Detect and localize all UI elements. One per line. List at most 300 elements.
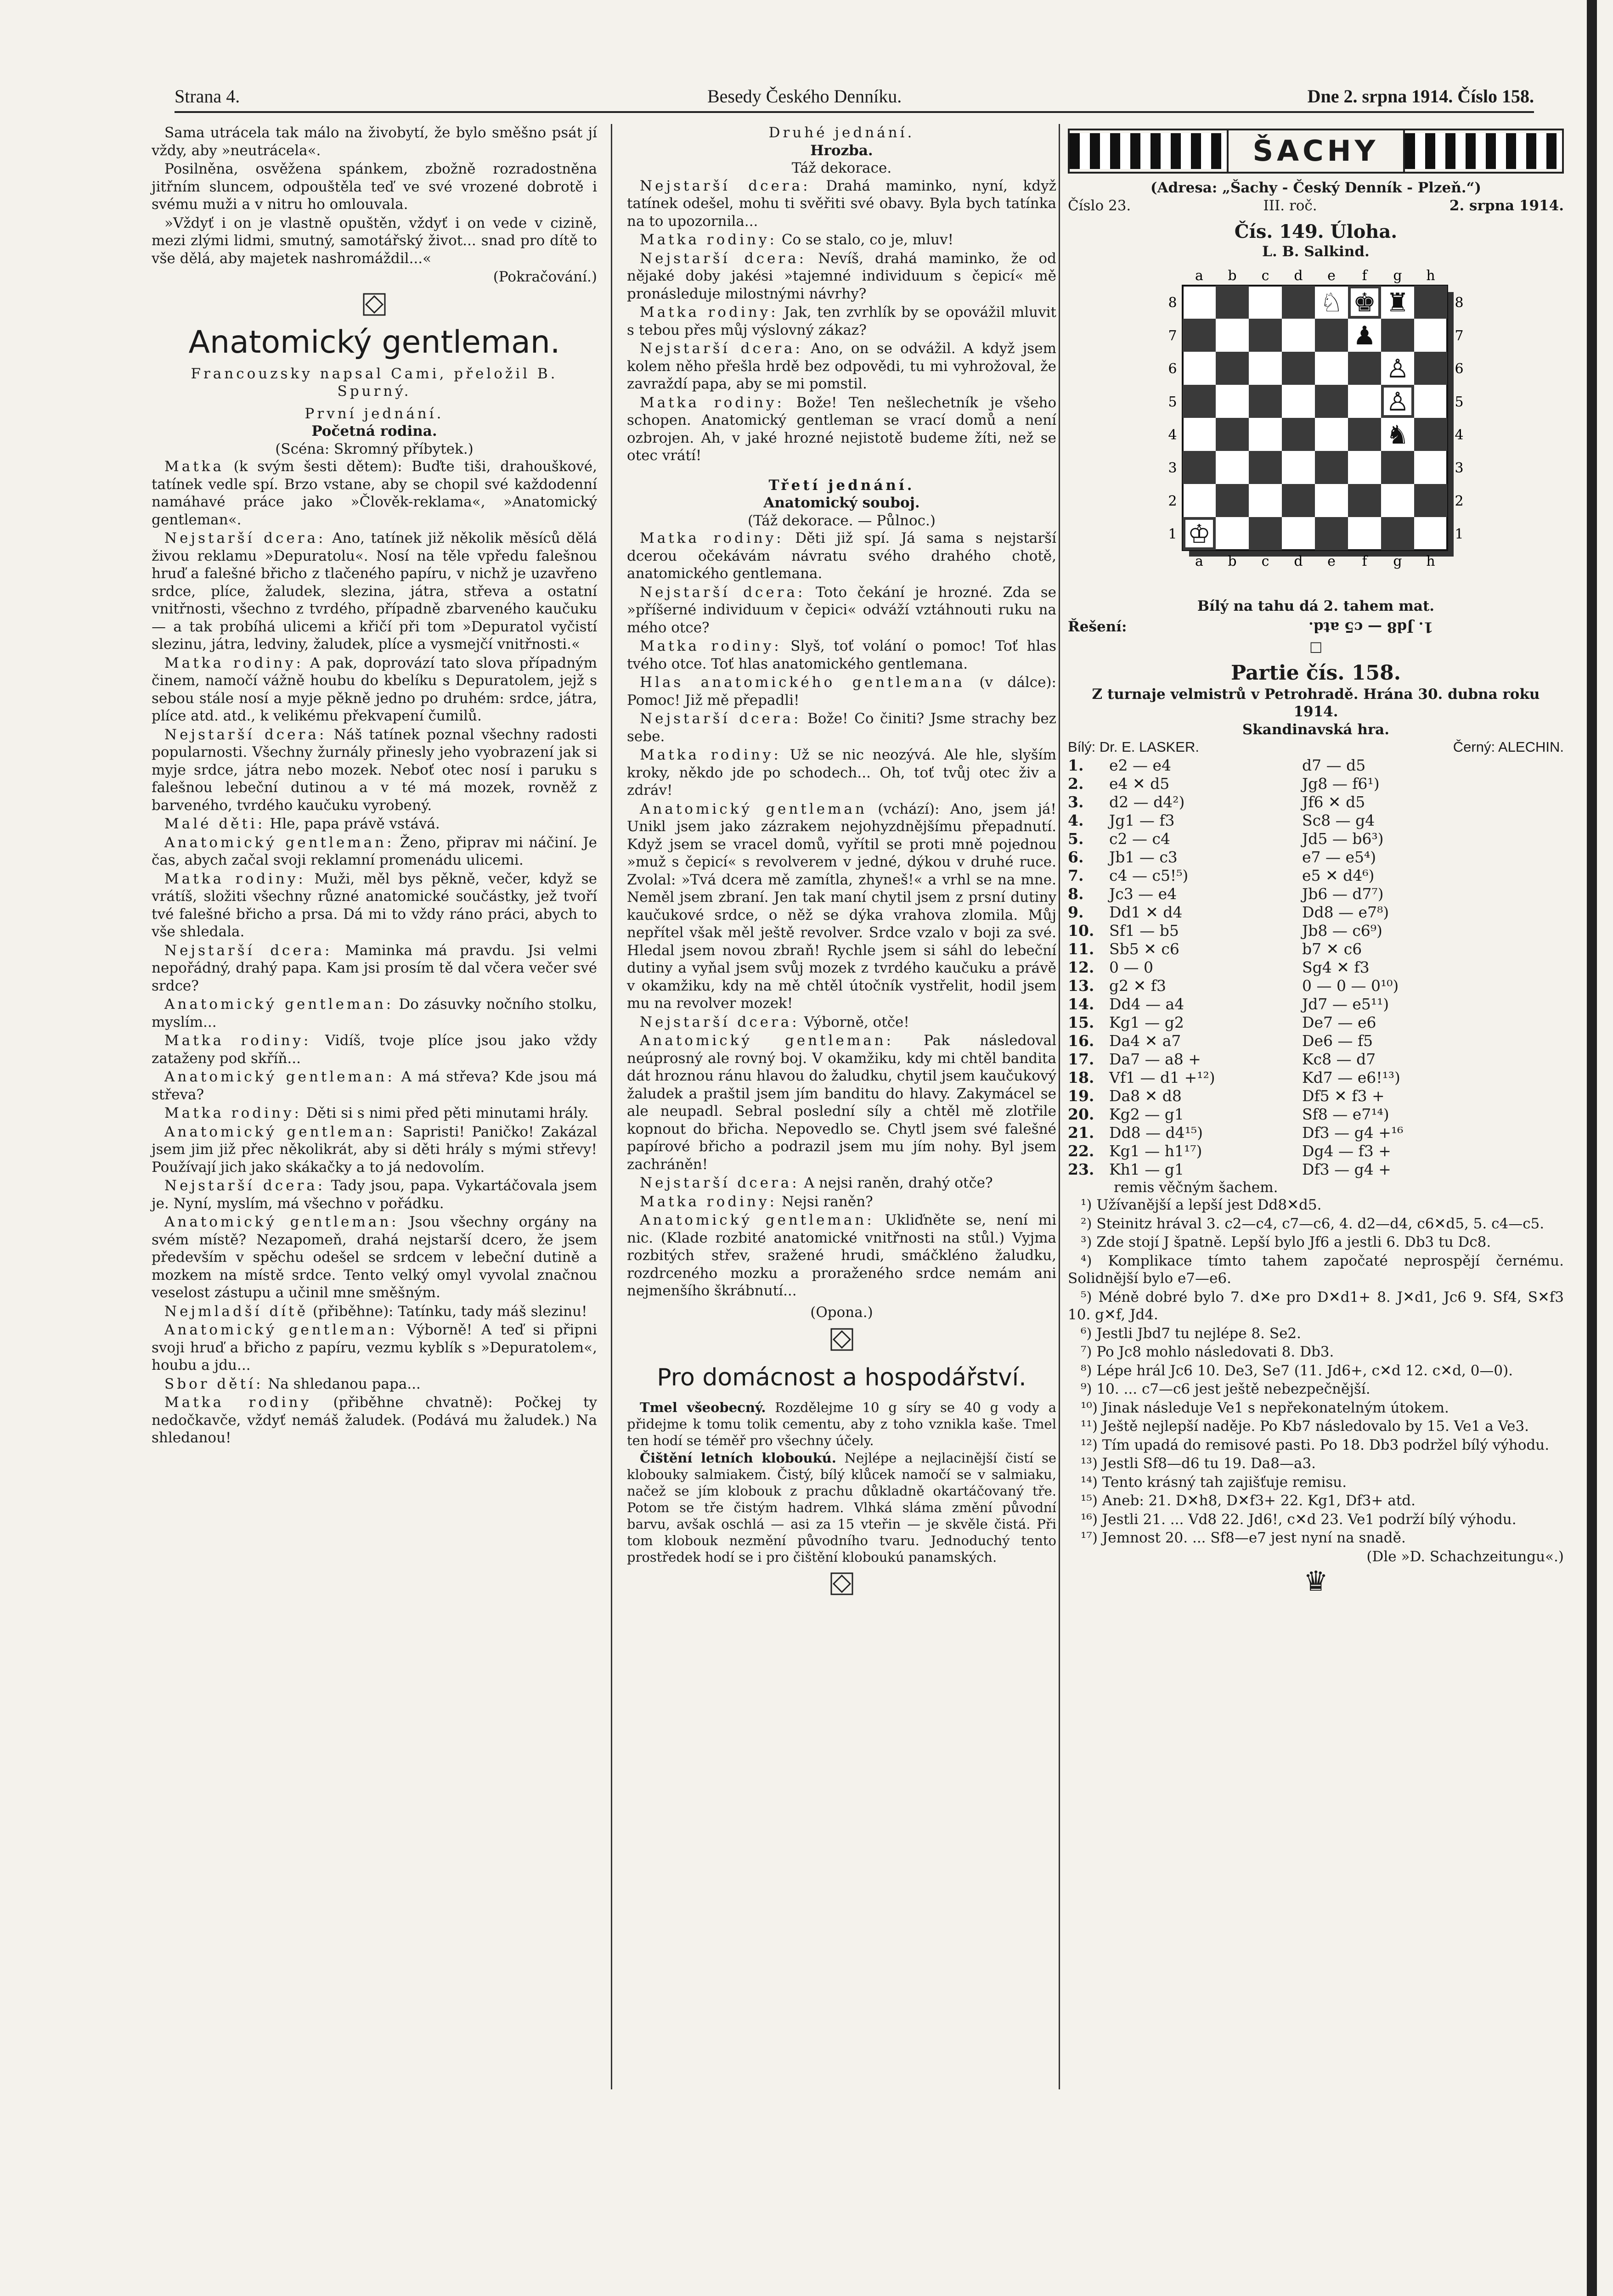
household-tip <box>627 1399 1056 1449</box>
game-note: ⁹) 10. ... c7—c6 jest ještě nebezpečnější. <box>1081 1381 1370 1397</box>
dark-square <box>1216 484 1249 517</box>
speaker: Matka rodiny: <box>640 231 777 248</box>
rank-label: 7 <box>1168 327 1177 344</box>
speaker: Matka rodiny: <box>640 304 778 321</box>
speech: Náš tatínek poznal všechny radosti popularnosti. Všechny žurnály přinesly jeho vyobrazení jak si myje srdce, játra nebo mozek. Neboť otec nosí i paruku s falešnou lebeční dutinou a v té má mozek, rovněž z barveného, tvrdého kaučuku vyrobený. <box>152 726 597 814</box>
page-header <box>175 84 1534 113</box>
speech: Hle, papa právě vstává. <box>265 816 440 832</box>
white-move: Kg1 — h1¹⁷) <box>1109 1142 1202 1160</box>
speech: Bože! Co činiti? Jsme strachy bez sebe. <box>627 710 1056 745</box>
act-heading: Třetí jednání. <box>768 477 915 494</box>
file-label: e <box>1327 553 1336 569</box>
dark-square <box>1249 385 1282 418</box>
black-move: e7 — e5⁴) <box>1302 848 1376 866</box>
black-move: d7 — d5 <box>1302 756 1366 774</box>
black-move: 0 — 0 — 0¹⁰) <box>1302 976 1399 995</box>
black-move: Jd5 — b6³) <box>1302 829 1384 848</box>
tip-text: Rozdělejme 10 g síry se 40 g vody a přidejme k tomu tolik cementu, aby z toho vznikla kaše. Tmel ten hodí se téměř pro všechny účely. <box>627 1400 1057 1448</box>
speaker: Anatomický gentleman: <box>164 1123 396 1140</box>
black-move: Dg4 — f3 + <box>1302 1142 1391 1160</box>
move-row <box>1068 830 1564 848</box>
solution-label: Řešení: <box>1068 618 1127 635</box>
file-label: e <box>1327 267 1336 284</box>
problem-title: Čís. 149. Úloha. <box>1234 221 1398 242</box>
game-source: (Dle »D. Schachzeitungu«.) <box>1366 1548 1564 1565</box>
move-number: 4. <box>1068 811 1084 829</box>
move-number: 23. <box>1068 1160 1094 1178</box>
speaker: Nejmladší dítě <box>164 1303 308 1320</box>
dark-square <box>1414 352 1447 385</box>
speaker: Anatomický gentleman: <box>164 1322 398 1338</box>
file-label: a <box>1195 267 1203 284</box>
white-move: Da8 ✕ d8 <box>1109 1086 1182 1105</box>
rank-label: 4 <box>1455 427 1464 443</box>
chess-issue-number: Číslo 23. <box>1068 197 1131 214</box>
dialogue-line <box>152 870 597 941</box>
checker-strip <box>1070 133 1227 169</box>
black-move: Dd8 — e7⁸) <box>1302 903 1389 921</box>
game-note: ¹⁴) Tento krásný tah zajišťuje remisu. <box>1081 1474 1347 1491</box>
game-note: ¹²) Tím upadá do remisové pasti. Po 18. Db3 podržel bílý výhodu. <box>1081 1436 1550 1453</box>
dark-square <box>1381 517 1414 550</box>
act-heading: Druhé jednání. <box>768 124 915 141</box>
dark-square <box>1348 352 1381 385</box>
speech: Výborně, otče! <box>799 1013 909 1030</box>
speech: (přiběhne): Tatínku, tady máš slezinu! <box>308 1303 587 1320</box>
speaker: Matka rodiny: <box>164 1105 302 1121</box>
move-row <box>1068 1160 1564 1179</box>
household-title: Pro domácnost a hospodářství. <box>657 1364 1026 1391</box>
rank-label: 5 <box>1455 394 1464 410</box>
speaker: Anatomický gentleman: <box>164 1069 395 1085</box>
file-label: f <box>1362 267 1367 284</box>
dialogue-line <box>152 529 597 653</box>
black-move: De7 — e6 <box>1302 1013 1376 1031</box>
game-notes <box>1068 1196 1564 1547</box>
game-note: ⁶) Jestli Jbd7 tu nejlépe 8. Se2. <box>1081 1325 1301 1342</box>
file-label: g <box>1393 553 1402 569</box>
act-subheading: Anatomický souboj. <box>763 495 920 511</box>
file-label: b <box>1228 553 1237 569</box>
black-player: Černý: ALECHIN. <box>1453 739 1564 755</box>
move-row <box>1068 1105 1564 1124</box>
move-table <box>1068 756 1564 1179</box>
file-label: h <box>1426 267 1435 284</box>
speech: Slyš, toť volání o pomoc! Toť hlas tvého otce. Toť hlas anatomického gentlemana. <box>627 638 1056 672</box>
black-move: Jf6 ✕ d5 <box>1302 793 1365 811</box>
move-number: 14. <box>1068 995 1094 1013</box>
speech: Pak následoval neúprosný ale rovný boj. V okamžiku, kdy mi chtěl bandita dát hroznou ránu hlavou do žaludku, chytil jsem kaučukový žaludek a praštil jsem jím banditu do hlavy. Zakymácel se ale neupadl. Sebral poslední síly a chtěl mě zlotřile kopnout do břicha. Nepovedlo se. Chytl jsem své falešné papírové břicho a podrazil jsem mu jím nohy. Byl jsem zachráněn! <box>627 1032 1056 1173</box>
solution-upside-down: 1. Jd8 — c5 atd. <box>1308 619 1433 635</box>
move-row <box>1068 848 1564 867</box>
speech: Ženo, připrav mi náčiní. Je čas, abych začal svoji reklamní promenádu ulicemi. <box>152 834 597 868</box>
rank-label: 3 <box>1168 460 1177 476</box>
white-move: Sb5 ✕ c6 <box>1109 940 1179 958</box>
speech: Sapristi! Paničko! Zakázal jsem jim již přec několikrát, aby si děti hrály s mými střevy! Používají jich jako skákačky a to já nedovolím. <box>152 1123 597 1176</box>
move-row <box>1068 1050 1564 1069</box>
speaker: Nejstarší dcera: <box>640 1013 800 1030</box>
game-note: ¹⁵) Aneb: 21. D✕h8, D✕f3+ 22. Kg1, Df3+ atd. <box>1081 1492 1416 1509</box>
chess-piece-icon: ♙ <box>1386 387 1410 417</box>
move-number: 20. <box>1068 1105 1094 1123</box>
move-number: 17. <box>1068 1050 1094 1068</box>
rank-label: 8 <box>1168 294 1177 311</box>
chess-piece-icon: ♟ <box>1353 321 1376 351</box>
dialogue-line <box>152 1068 597 1103</box>
game-note: ¹⁶) Jestli 21. ... Vd8 22. Jd6!, c✕d 23. Ve1 podrží bílý výhodu. <box>1081 1511 1517 1528</box>
speech: (vchází): Ano, jsem já! Unikl jsem jako zázrakem nejohyzdnějšímu přepadnutí. Když jsem se vracel domů, vyřítil se proti mně pojednou »muž s čepicí« s revolverem v jedné, dýkou v druhé ruce. Zvolal: »Tvá dcera mě zamítla, zhyneš!« a vrhl se na mne. Neměl jsem zbraní. Jen tak maní chytil jsem z prsní dutiny kaučukové srdce, o něž se dýka vrahova zlomila. Můj nepřítel však měl ještě revolver. Srdce vzalo v boji za své. Hledal jsem novou zbraň! Rychle jsem si sáhl do lebeční dutiny a vyňal jsem svůj mozek z tvrdého kaučuku a právě v okamžiku, kdy na mě chtěl útočník vystřelit, hodil jsem mu na revolver mozek! <box>627 800 1056 1012</box>
dialogue-line <box>152 1394 597 1447</box>
dark-square <box>1282 286 1315 319</box>
dark-square <box>1249 319 1282 352</box>
household-tips <box>627 1399 1056 1565</box>
dialogue-line <box>627 674 1056 709</box>
dialogue-line <box>627 1193 1056 1211</box>
page-number: Strana 4. <box>175 86 240 107</box>
dark-square <box>1282 418 1315 451</box>
scene-note: (Táž dekorace. — Půlnoc.) <box>748 512 936 529</box>
scene-note: (Scéna: Skromný příbytek.) <box>275 440 474 457</box>
scene-note: Táž dekorace. <box>791 160 892 176</box>
move-number: 1. <box>1068 756 1084 774</box>
move-row <box>1068 1032 1564 1050</box>
black-move: Jg8 — f6¹) <box>1302 774 1380 793</box>
dialogue-line <box>627 340 1056 393</box>
continued-note: (Pokračování.) <box>493 269 597 285</box>
speaker: Anatomický gentleman <box>640 800 867 817</box>
dialogue <box>627 177 1056 465</box>
dialogue-line <box>152 996 597 1031</box>
chess-piece-icon: ♙ <box>1386 354 1410 384</box>
chess-piece-icon: ♚ <box>1353 287 1376 318</box>
speaker: Matka rodiny: <box>640 747 781 763</box>
speech: Nejsi raněn? <box>777 1193 873 1210</box>
column-2 <box>627 124 1056 1602</box>
game-note: ¹) Užívanější a lepší jest Dd8✕d5. <box>1081 1197 1322 1213</box>
move-number: 19. <box>1068 1086 1094 1105</box>
chess-address: (Adresa: „Šachy - Český Denník - Plzeň.“) <box>1150 180 1482 196</box>
game-result: remis věčným šachem. <box>1114 1179 1278 1196</box>
chess-diagram <box>1155 263 1477 598</box>
speaker: Nejstarší dcera: <box>164 726 327 743</box>
white-move: Dd1 ✕ d4 <box>1109 903 1183 921</box>
white-move: c2 — c4 <box>1109 829 1170 848</box>
dialogue-line <box>627 1211 1056 1300</box>
ornament-icon <box>830 1328 854 1351</box>
problem-author: L. B. Salkind. <box>1262 243 1370 260</box>
move-row <box>1068 1069 1564 1087</box>
chess-piece-icon: ♜ <box>1386 287 1410 318</box>
move-row <box>1068 995 1564 1013</box>
story-title: Anatomický gentleman. <box>188 324 560 360</box>
speech: Jsou všechny orgány na svém místě? Nezapomeň, drahá nejstarší dcero, že jsem především v spěchu odešel se srdcem v lebeční dutině a mozkem na místě srdce. Tento velký omyl vyvolal značnou veselost zástupu a učinil mne směšným. <box>152 1214 597 1301</box>
speaker: Matka <box>164 458 224 475</box>
file-label: c <box>1261 553 1269 569</box>
black-move: Sf8 — e7¹⁴) <box>1302 1105 1389 1123</box>
speech: Tady jsou, papa. Vykartáčovala jsem je. Nyní, myslím, má všechno v pořádku. <box>152 1177 597 1212</box>
white-move: Vf1 — d1 +¹²) <box>1109 1068 1215 1086</box>
rank-label: 8 <box>1455 294 1464 311</box>
dialogue-line <box>627 1013 1056 1031</box>
game-note: ¹³) Jestli Sf8—d6 tu 19. Da8—a3. <box>1081 1455 1316 1472</box>
game-note: ⁴) Komplikace tímto tahem započaté neprospějí černému. Solidnější bylo e7—e6. <box>1068 1252 1564 1287</box>
speaker: Nejstarší dcera: <box>164 942 333 959</box>
white-move: e4 ✕ d5 <box>1109 774 1170 793</box>
move-row <box>1068 977 1564 995</box>
ornament-icon <box>830 1572 854 1596</box>
speaker: Nejstarší dcera: <box>640 584 806 601</box>
rank-label: 6 <box>1168 360 1177 377</box>
speaker: Matka rodiny: <box>164 654 304 671</box>
speech: (přiběhne chvatně): Počkej ty nedočkavče, vždyť nemáš žaludek. (Podává mu žaludek.) Na shledanou! <box>152 1394 597 1446</box>
speech: A nejsi raněn, drahý otče? <box>799 1175 993 1191</box>
speaker: Anatomický gentleman: <box>640 1212 874 1228</box>
speech: Bože! Ten nešlechetník je všeho schopen. Anatomický gentleman se vrací domů a není ozbrojen. Ah, v jaké hrozné nejistotě budeme žíti, než se otec vrátí! <box>627 394 1057 464</box>
speech: Ano, on se odvážil. A když jsem kolem něho přešla hrdě bez odpovědi, tu mi vyhrožoval, že zavraždí papa, aby se mi pomstil. <box>627 340 1056 392</box>
dialogue-line <box>627 250 1056 303</box>
rank-label: 1 <box>1455 526 1464 542</box>
paragraph: Posilněna, osvěžena spánkem, zbožně rozradostněna jitřním sluncem, odpouštěla teď ve své vrozené dobrotě i svému muži a v nitru ho omlouvala. <box>152 161 597 213</box>
dialogue-line <box>152 726 597 815</box>
rank-label: 2 <box>1455 493 1464 509</box>
move-number: 5. <box>1068 829 1084 848</box>
dark-square <box>1216 286 1249 319</box>
chess-piece-icon: ♔ <box>1187 519 1211 549</box>
dialogue-line <box>152 654 597 725</box>
move-number: 12. <box>1068 958 1094 976</box>
opening-name: Skandinavská hra. <box>1242 721 1390 738</box>
dialogue-line <box>152 1032 597 1067</box>
speaker: Nejstarší dcera: <box>164 1177 326 1194</box>
speaker: Matka rodiny: <box>640 394 784 411</box>
dialogue-line <box>627 710 1056 745</box>
chess-issue-date: 2. srpna 1914. <box>1449 197 1564 214</box>
move-number: 15. <box>1068 1013 1094 1031</box>
white-move: e2 — e4 <box>1109 756 1172 774</box>
story-ending <box>152 124 597 267</box>
dark-square <box>1315 451 1348 484</box>
black-move: Df3 — g4 +¹⁶ <box>1302 1123 1404 1142</box>
black-move: Jd7 — e5¹¹) <box>1302 995 1389 1013</box>
file-label: c <box>1261 267 1269 284</box>
white-move: d2 — d4²) <box>1109 793 1185 811</box>
white-move: Da7 — a8 + <box>1109 1050 1201 1068</box>
move-number: 10. <box>1068 921 1094 940</box>
white-move: c4 — c5!⁵) <box>1109 866 1189 884</box>
curtain-note: (Opona.) <box>810 1304 873 1321</box>
small-square-icon: □ <box>1309 639 1323 655</box>
rank-label: 1 <box>1168 526 1177 542</box>
dialogue-line <box>627 1032 1056 1173</box>
dialogue-line <box>152 1213 597 1302</box>
dialogue-line <box>152 815 597 833</box>
chess-piece-icon: ♞ <box>1386 420 1410 450</box>
speaker: Anatomický gentleman: <box>164 834 395 851</box>
dialogue-line <box>152 458 597 529</box>
dialogue-line <box>627 637 1056 673</box>
act-subheading: Hrozba. <box>810 142 873 159</box>
move-row <box>1068 775 1564 793</box>
move-row <box>1068 885 1564 903</box>
dark-square <box>1282 484 1315 517</box>
dialogue-line <box>152 1104 597 1122</box>
speech: Maminka má pravdu. Jsi velmi nepořádný, drahý papa. Kam jsi prosím tě dal včera večer své srdce? <box>152 942 597 994</box>
dark-square <box>1249 451 1282 484</box>
file-label: f <box>1362 553 1367 569</box>
move-number: 3. <box>1068 793 1084 811</box>
black-move: Kd7 — e6!¹³) <box>1302 1068 1400 1086</box>
dialogue-line <box>627 1174 1056 1192</box>
column-rule <box>1059 124 1060 2089</box>
black-move: De6 — f5 <box>1302 1031 1373 1050</box>
issue-date: Dne 2. srpna 1914. Číslo 158. <box>1307 86 1534 107</box>
household-tip <box>627 1450 1056 1565</box>
white-move: Jg1 — f3 <box>1109 811 1175 829</box>
speaker: Sbor dětí: <box>164 1375 264 1392</box>
chess-year: III. roč. <box>1263 197 1317 214</box>
white-move: Kh1 — g1 <box>1109 1160 1184 1178</box>
move-number: 22. <box>1068 1142 1094 1160</box>
chess-issue-line <box>1068 197 1564 215</box>
chess-board <box>1155 263 1477 593</box>
white-move: Kg2 — g1 <box>1109 1105 1184 1123</box>
speech: Jak, ten zvrhlík by se opovážil mluvit s tebou přes můj výslovný zákaz? <box>627 304 1056 338</box>
game-note: ¹¹) Ještě nejlepší naděje. Po Kb7 následovalo by 15. Ve1 a Ve3. <box>1081 1418 1529 1435</box>
speech: Toto čekání je hrozné. Zda se »příšerné individuum v čepici« odváží vztáhnouti ruku na mého otce? <box>627 584 1056 636</box>
white-move: Dd4 — a4 <box>1109 995 1184 1013</box>
white-player: Bílý: Dr. E. LASKER. <box>1068 739 1199 755</box>
game-note: ⁵) Méně dobré bylo 7. d✕e pro D✕d1+ 8. J✕d1, Jc6 9. Sf4, S✕f3 10. g✕f, Jd4. <box>1068 1289 1564 1323</box>
dark-square <box>1315 385 1348 418</box>
dialogue <box>152 458 597 1447</box>
dialogue-line <box>152 1321 597 1374</box>
dark-square <box>1183 319 1216 352</box>
page-edge <box>1587 0 1597 2296</box>
move-row <box>1068 1124 1564 1142</box>
speech: Vidíš, tvoje plíce jsou jako vždy zataženy pod skříň... <box>152 1032 597 1067</box>
byline: Francouzsky napsal Cami, přeložil B. Spurný. <box>191 365 558 400</box>
dialogue <box>627 529 1056 1300</box>
rank-label: 7 <box>1455 327 1464 344</box>
speech: A pak, doprovází tato slova případným činem, namočí vážně houbu do kbelíku s Depuratolem, jejž s sebou stále nosí a myje pěkně jedno po druhém: srdce, játra, plíce atd. atd., k velikému překvapení čumilů. <box>152 654 598 724</box>
black-move: Kc8 — d7 <box>1302 1050 1376 1068</box>
move-row <box>1068 793 1564 811</box>
speaker: Matka rodiny: <box>640 1193 777 1210</box>
move-row <box>1068 811 1564 830</box>
move-row <box>1068 903 1564 922</box>
speaker: Malé děti: <box>164 816 265 832</box>
game-subtitle: Z turnaje velmistrů v Petrohradě. Hrána 30. dubna roku 1914. <box>1092 686 1540 720</box>
move-row <box>1068 867 1564 885</box>
move-row <box>1068 1142 1564 1160</box>
move-number: 2. <box>1068 774 1084 793</box>
white-move: g2 ✕ f3 <box>1109 976 1166 995</box>
dialogue-line <box>152 942 597 995</box>
act-heading: První jednání. <box>305 405 444 422</box>
speech: A má střeva? Kde jsou má střeva? <box>152 1069 597 1103</box>
move-number: 11. <box>1068 940 1094 958</box>
black-move: b7 ✕ c6 <box>1302 940 1362 958</box>
game-note: ⁸) Lépe hrál Jc6 10. De3, Se7 (11. Jd6+, c✕d 12. c✕d, 0—0). <box>1081 1362 1513 1379</box>
game-note: ¹⁷) Jemnost 20. ... Sf8—e7 jest nyní na snadě. <box>1081 1530 1406 1546</box>
problem-caption: Bílý na tahu dá 2. tahem mat. <box>1197 598 1435 614</box>
speech: Výborně! A teď si připni svoji hruď a břicho z papíru, vezmu kyblík s »Depuratolem«, houbu a jdu... <box>152 1322 597 1373</box>
move-row <box>1068 1013 1564 1032</box>
dialogue-line <box>627 304 1056 339</box>
dialogue-line <box>627 584 1056 637</box>
paragraph: »Vždyť i on je vlastně opuštěn, vždyť i on vede v cizině, mezi zlými lidmi, smutný, samotářský život... snad pro dítě to vše dělá, aby majetek nashromáždil...« <box>152 214 597 267</box>
chess-piece-icon: ♘ <box>1320 287 1343 318</box>
dark-square <box>1216 352 1249 385</box>
move-number: 13. <box>1068 976 1094 995</box>
game-note: ³) Zde stojí J špatně. Lepší bylo Jf6 a jestli 6. Db3 tu Dc8. <box>1081 1234 1491 1250</box>
speaker: Nejstarší dcera: <box>640 177 811 194</box>
move-row <box>1068 756 1564 775</box>
dialogue-line <box>627 800 1056 1013</box>
speaker: Nejstarší dcera: <box>164 530 326 546</box>
speech: Ano, tatínek již několik měsíců dělá živou reklamu »Depuratolu«. Nosí na těle vpředu falešnou hruď a falešné břicho z tlačeného papíru, v nichž je uzavřeno srdce, plíce, žaludek, slezina, játra, střeva a ostatní vnitřnosti, všechno z tvrdého, případně zbarveného kaučuku — a tak probíhá ulicemi a křičí při tom »Depuratol vyčistí slezinu, játra, ledviny, žaludek, plíce a vysmejčí vnitřnosti.« <box>152 530 597 653</box>
speaker: Nejstarší dcera: <box>640 710 801 727</box>
white-move: Jb1 — c3 <box>1109 848 1178 866</box>
white-move: Jc3 — e4 <box>1109 884 1177 903</box>
file-label: g <box>1393 267 1402 284</box>
dark-square <box>1282 352 1315 385</box>
move-number: 16. <box>1068 1031 1094 1050</box>
move-row <box>1068 940 1564 958</box>
tip-text: Nejlépe a nejlacinější čistí se klobouky salmiakem. Čistý, bílý klůcek namočí se v salmiaku, načež se jím klobouk z prachu důkladně okartáčovaný tře. Potom se tře čistým hadrem. Vlhká sláma změní původní barvu, avšak oschlá — asi za 15 vteřin — je skvěle čistá. Při tom klobouk nezmění původního tvaru. Jednoduchý tento prostředek hodí se i pro čištění kloboukú panamských. <box>627 1450 1056 1565</box>
speech: Nevíš, drahá maminko, že od nějaké doby jakési »tajemné individuum s čepicí« mě pronásleduje milostnými návrhy? <box>627 250 1056 302</box>
tip-heading: Čištění letních kloboukú. <box>640 1450 836 1466</box>
game-note: ²) Steinitz hrával 3. c2—c4, c7—c6, 4. d2—d4, c6✕d5, 5. c4—c5. <box>1081 1215 1545 1232</box>
black-move: Sg4 ✕ f3 <box>1302 958 1370 976</box>
white-move: Da4 ✕ a7 <box>1109 1031 1181 1050</box>
rank-label: 3 <box>1455 460 1464 476</box>
dialogue-line <box>152 1177 597 1212</box>
speech: Děti již spí. Já sama s nejstarší dcerou očekávám návratu svého drahého chotě, anatomického gentlemana. <box>627 530 1056 582</box>
game-note: ⁷) Po Jc8 mohlo následovati 8. Db3. <box>1081 1344 1334 1360</box>
speech: (k svým šesti dětem): Buďte tiši, drahouškové, tatínek vedle spí. Brzo vstane, aby se chopil své každodenní namáhavé práce jako »Člověk-reklama«, »Anatomický gentleman«. <box>152 458 597 528</box>
speaker: Hlas anatomického gentlemana <box>640 674 965 691</box>
act-subheading: Početná rodina. <box>311 423 437 439</box>
speaker: Nejstarší dcera: <box>640 1175 800 1191</box>
speech: Děti si s nimi před pěti minutami hrály. <box>301 1105 589 1121</box>
speaker: Anatomický gentleman: <box>164 1214 399 1230</box>
paper-title: Besedy Českého Denníku. <box>707 86 902 107</box>
ornament-icon <box>362 293 386 316</box>
white-move: Dd8 — d4¹⁵) <box>1109 1123 1203 1142</box>
file-label: a <box>1195 553 1203 569</box>
speech: (v dálce): Pomoc! Již mě přepadli! <box>627 674 1056 709</box>
dialogue-line <box>627 746 1056 799</box>
dark-square <box>1348 418 1381 451</box>
rank-label: 5 <box>1168 394 1177 410</box>
dialogue-line <box>627 177 1056 231</box>
white-move: Kg1 — g2 <box>1109 1013 1184 1031</box>
paragraph: Sama utrácela tak málo na živobytí, že bylo směšno psát jí vždy, aby »neutrácela«. <box>152 124 597 159</box>
dark-square <box>1216 418 1249 451</box>
black-move: Df3 — g4 + <box>1302 1160 1391 1178</box>
chess-column <box>1068 124 1564 1598</box>
rank-label: 4 <box>1168 427 1177 443</box>
column-1 <box>152 124 597 1448</box>
file-label: b <box>1228 267 1237 284</box>
black-move: Df5 ✕ f3 + <box>1302 1086 1385 1105</box>
black-move: Jb6 — d7⁷) <box>1302 884 1384 903</box>
speaker: Matka rodiny <box>164 1394 312 1411</box>
move-number: 8. <box>1068 884 1084 903</box>
speaker: Matka rodiny: <box>164 1032 311 1049</box>
move-number: 6. <box>1068 848 1084 866</box>
